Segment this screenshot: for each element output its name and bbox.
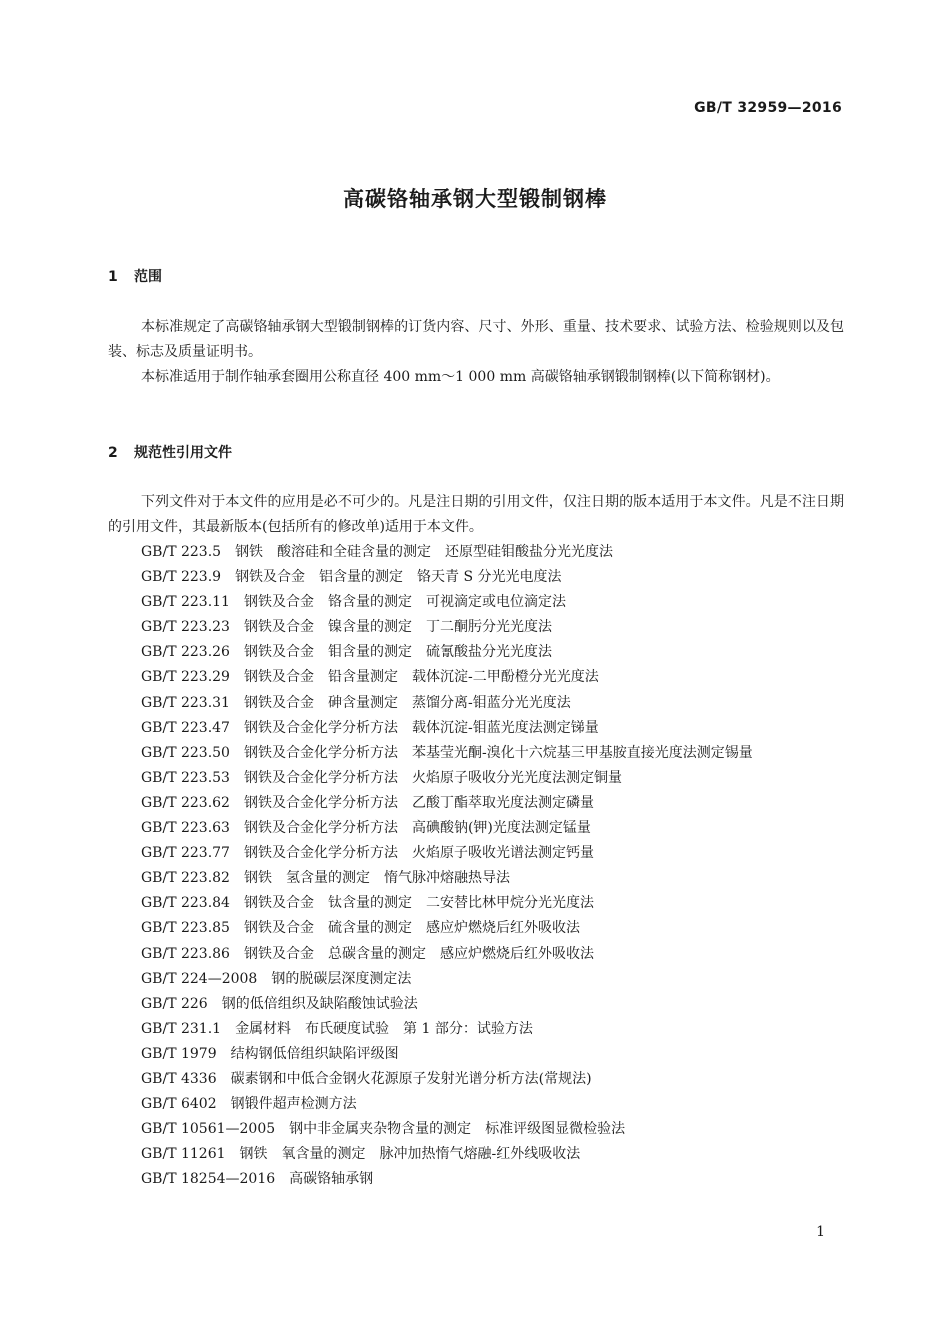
reference-item bbox=[108, 615, 844, 640]
reference-code: GB/T 223.84 bbox=[141, 895, 230, 912]
reference-code: GB/T 223.86 bbox=[141, 945, 230, 962]
reference-code: GB/T 224—2008 bbox=[141, 970, 258, 987]
reference-code: GB/T 223.85 bbox=[141, 920, 230, 937]
reference-code: GB/T 223.63 bbox=[141, 820, 230, 837]
reference-item bbox=[108, 791, 844, 816]
section-2-heading bbox=[108, 442, 232, 462]
reference-item bbox=[108, 1092, 844, 1117]
reference-title: 结构钢低倍组织缺陷评级图 bbox=[230, 1045, 399, 1062]
reference-code: GB/T 223.5 bbox=[141, 544, 222, 560]
reference-code: GB/T 1979 bbox=[141, 1045, 217, 1062]
section-number: 2 bbox=[108, 445, 118, 461]
reference-item bbox=[108, 916, 844, 941]
reference-item bbox=[108, 1117, 844, 1142]
reference-title: 钢铁及合金 铅含量测定 载体沉淀-二甲酚橙分光光度法 bbox=[243, 669, 599, 686]
section-title: 范围 bbox=[134, 269, 162, 285]
reference-title: 钢铁及合金 砷含量测定 蒸馏分离-钼蓝分光光度法 bbox=[243, 694, 571, 711]
reference-item bbox=[108, 1042, 844, 1067]
section-title: 规范性引用文件 bbox=[134, 445, 232, 461]
reference-item bbox=[108, 741, 844, 766]
paragraph: 下列文件对于本文件的应用是必不可少的。凡是注日期的引用文件，仅注日期的版本适用于本文件。凡是不注日期的引用文件，其最新版本(包括所有的修改单)适用于本文件。 bbox=[108, 494, 844, 535]
reference-item bbox=[108, 691, 844, 716]
reference-item bbox=[108, 665, 844, 690]
reference-item bbox=[108, 866, 844, 891]
reference-item bbox=[108, 540, 844, 565]
reference-code: GB/T 223.62 bbox=[141, 794, 230, 811]
reference-list bbox=[108, 540, 844, 1192]
reference-title: 钢的脱碳层深度测定法 bbox=[271, 970, 412, 987]
reference-title: 钢锻件超声检测方法 bbox=[230, 1096, 357, 1113]
reference-item bbox=[108, 816, 844, 841]
reference-item bbox=[108, 891, 844, 916]
section-2-body bbox=[108, 490, 844, 1192]
reference-title: 碳素钢和中低合金钢火花源原子发射光谱分析方法(常规法) bbox=[230, 1070, 592, 1087]
standard-code: GB/T 32959—2016 bbox=[694, 100, 842, 116]
reference-title: 钢铁 氢含量的测定 惰气脉冲熔融热导法 bbox=[243, 870, 510, 887]
reference-item bbox=[108, 590, 844, 615]
reference-code: GB/T 6402 bbox=[141, 1096, 217, 1113]
section-number: 1 bbox=[108, 269, 118, 285]
reference-title: 钢铁 酸溶硅和全硅含量的测定 还原型硅钼酸盐分光光度法 bbox=[235, 544, 614, 560]
reference-item bbox=[108, 1142, 844, 1167]
reference-item bbox=[108, 766, 844, 791]
reference-code: GB/T 223.29 bbox=[141, 669, 230, 686]
page-number: 1 bbox=[816, 1224, 825, 1240]
reference-title: 钢铁及合金化学分析方法 火焰原子吸收分光光度法测定铜量 bbox=[243, 769, 622, 786]
reference-title: 钢铁及合金 硫含量的测定 感应炉燃烧后红外吸收法 bbox=[243, 920, 580, 937]
reference-title: 钢铁 氧含量的测定 脉冲加热惰气熔融-红外线吸收法 bbox=[239, 1146, 581, 1163]
reference-code: GB/T 223.77 bbox=[141, 845, 230, 862]
reference-title: 钢铁及合金 镍含量的测定 丁二酮肟分光光度法 bbox=[243, 619, 552, 636]
reference-title: 钢的低倍组织及缺陷酸蚀试验法 bbox=[221, 995, 418, 1012]
reference-code: GB/T 223.50 bbox=[141, 744, 230, 761]
reference-code: GB/T 11261 bbox=[141, 1146, 226, 1163]
reference-code: GB/T 231.1 bbox=[141, 1020, 222, 1037]
reference-title: 钢铁及合金 铝含量的测定 铬天青 S 分光光电度法 bbox=[235, 569, 562, 586]
reference-title: 钢铁及合金化学分析方法 载体沉淀-钼蓝光度法测定锑量 bbox=[243, 719, 599, 736]
reference-title: 钢铁及合金 总碳含量的测定 感应炉燃烧后红外吸收法 bbox=[243, 945, 594, 962]
paragraph: 本标准规定了高碳铬轴承钢大型锻制钢棒的订货内容、尺寸、外形、重量、技术要求、试验方法、检验规则以及包装、标志及质量证明书。 bbox=[108, 319, 844, 360]
reference-code: GB/T 223.31 bbox=[141, 694, 230, 711]
reference-item bbox=[108, 716, 844, 741]
reference-code: GB/T 226 bbox=[141, 995, 208, 1012]
reference-code: GB/T 223.53 bbox=[141, 769, 230, 786]
section-1-body bbox=[108, 315, 844, 390]
reference-code: GB/T 223.47 bbox=[141, 719, 230, 736]
reference-item bbox=[108, 1017, 844, 1042]
paragraph: 本标准适用于制作轴承套圈用公称直径 400 mm～1 000 mm 高碳铬轴承钢锻制钢棒(以下简称钢材)。 bbox=[141, 369, 780, 385]
reference-code: GB/T 223.23 bbox=[141, 619, 230, 636]
reference-title: 钢铁及合金化学分析方法 火焰原子吸收光谱法测定钙量 bbox=[243, 845, 594, 862]
reference-code: GB/T 223.82 bbox=[141, 870, 230, 887]
reference-item bbox=[108, 640, 844, 665]
reference-code: GB/T 10561—2005 bbox=[141, 1121, 276, 1138]
reference-code: GB/T 223.11 bbox=[141, 594, 230, 611]
reference-item bbox=[108, 1067, 844, 1092]
reference-item bbox=[108, 967, 844, 992]
reference-item bbox=[108, 992, 844, 1017]
reference-code: GB/T 18254—2016 bbox=[141, 1171, 276, 1188]
document-title: 高碳铬轴承钢大型锻制钢棒 bbox=[343, 187, 607, 211]
reference-title: 钢铁及合金 钼含量的测定 硫氰酸盐分光光度法 bbox=[243, 644, 552, 661]
reference-code: GB/T 223.9 bbox=[141, 569, 222, 586]
reference-title: 钢中非金属夹杂物含量的测定 标准评级图显微检验法 bbox=[289, 1121, 626, 1138]
reference-title: 高碳铬轴承钢 bbox=[289, 1171, 374, 1188]
reference-item bbox=[108, 841, 844, 866]
reference-code: GB/T 4336 bbox=[141, 1070, 217, 1087]
reference-title: 钢铁及合金化学分析方法 乙酸丁酯萃取光度法测定磷量 bbox=[243, 794, 594, 811]
reference-item bbox=[108, 942, 844, 967]
reference-title: 钢铁及合金 钛含量的测定 二安替比林甲烷分光光度法 bbox=[243, 895, 594, 912]
reference-item bbox=[108, 565, 844, 590]
reference-title: 金属材料 布氏硬度试验 第 1 部分：试验方法 bbox=[235, 1020, 533, 1037]
reference-title: 钢铁及合金化学分析方法 高碘酸钠(钾)光度法测定锰量 bbox=[243, 820, 591, 837]
reference-item bbox=[108, 1167, 844, 1192]
reference-title: 钢铁及合金 铬含量的测定 可视滴定或电位滴定法 bbox=[243, 594, 566, 611]
reference-title: 钢铁及合金化学分析方法 苯基莹光酮-溴化十六烷基三甲基胺直接光度法测定锡量 bbox=[243, 744, 753, 761]
reference-code: GB/T 223.26 bbox=[141, 644, 230, 661]
section-1-heading bbox=[108, 266, 162, 286]
